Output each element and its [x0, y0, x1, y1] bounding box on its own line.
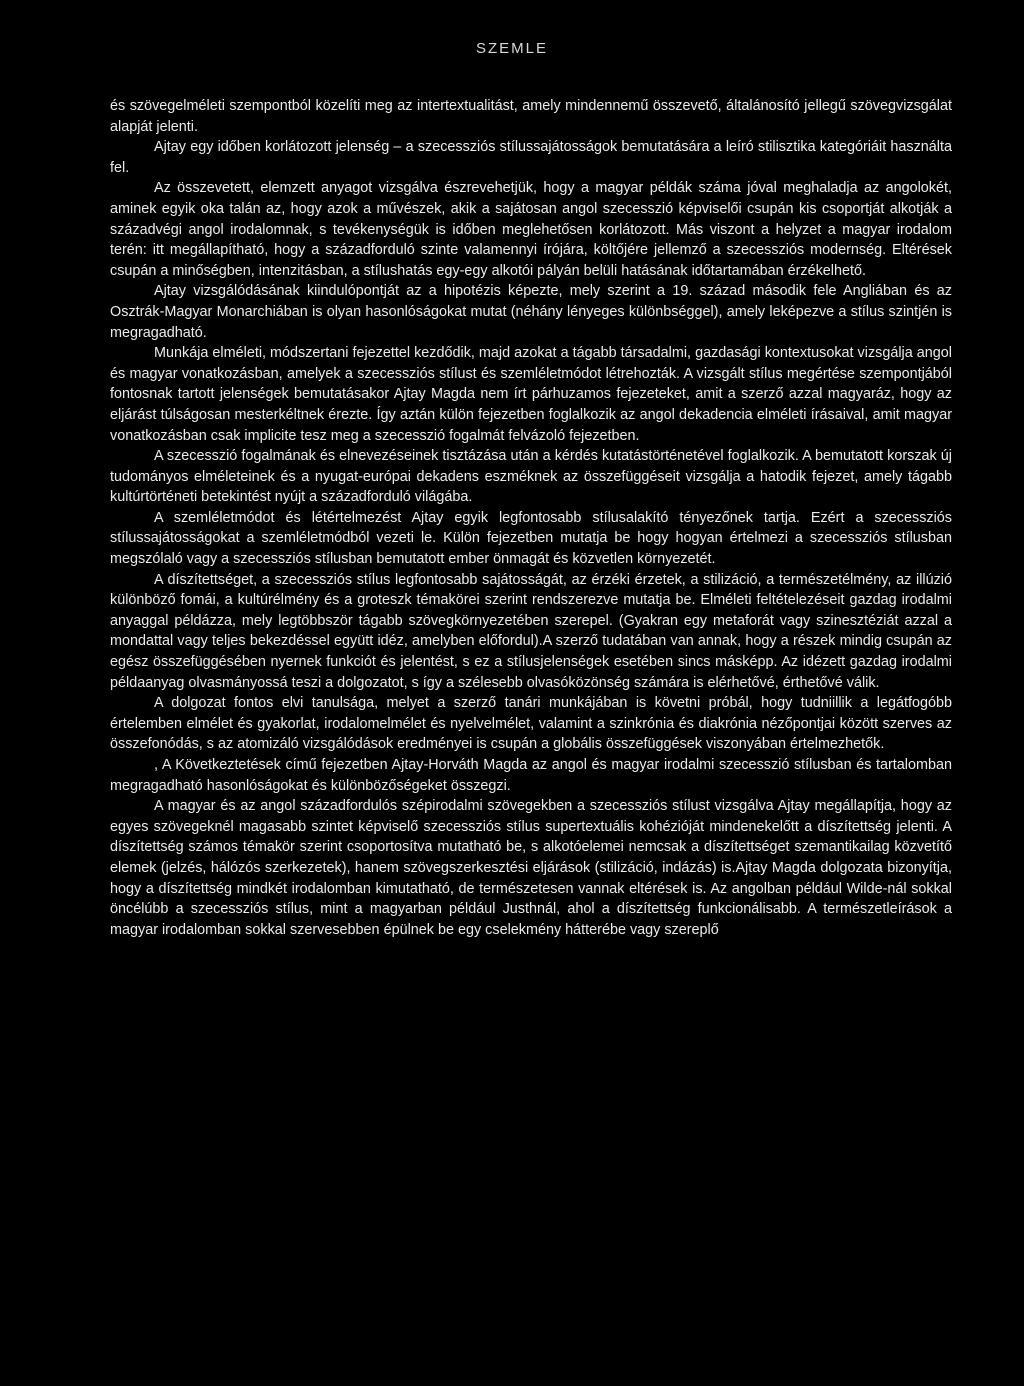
paragraph: A díszítettséget, a szecessziós stílus legfontosabb sajátosságát, az érzéki érzetek, a stilizáció, a természetélmény, az illúzió különböző fomái, a kultúrélmény és a groteszk témakörei szerint rendszerezve mutatja be. Elméleti feltételezéseit gazdag irodalmi anyaggal példázza, mely legtöbbször tágabb szövegkörnyezetében szerepel. (Gyakran egy metaforát vagy szinesztéziát azzal a mondattal vagy teljes bekezdéssel együtt idéz, amelyben előfordul).A szerző tudatában van annak, hogy a részek mindig csupán az egész összefüggésében nyernek funkciót és jelentést, s ez a stílusjelenségek esetében sincs másképp. Az idézett gazdag irodalmi példaanyag olvasmányossá teszi a dolgozatot, s így a szélesebb olvasóközönség számára is elérhetővé, érthetővé válik.: [110, 571, 952, 691]
paragraph: Ajtay vizsgálódásának kiindulópontját az a hipotézis képezte, mely szerint a 19. század második fele Angliában és az Osztrák-Magyar Monarchiában is olyan hasonlóságokat mutat (néhány lényeges különbséggel), amely leképezve a stílus szintjén is megragadható.: [110, 283, 952, 341]
paragraph: A dolgozat fontos elvi tanulsága, melyet a szerző tanári munkájában is követni próbál, hogy tudniillik a legátfogóbb értelemben elmélet és gyakorlat, irodalomelmélet és nyelvelmélet, valamint a szinkrónia és diakrónia nézőpontjai között szerves az összefonódás, s az atomizáló vizsgálódások eredményei is csupán a globális összefüggések viszonyában értelmezhetők.: [110, 695, 952, 753]
paragraph: Ajtay egy időben korlátozott jelenség – a szecessziós stílussajátosságok bemutatására a leíró stilisztika kategóriáit használta fel.: [110, 139, 952, 176]
paragraph: Az összevetett, elemzett anyagot vizsgálva észrevehetjük, hogy a magyar példák száma jóval meghaladja az angolokét, aminek egyik oka talán az, hogy azok a művészek, akik a sajátosan angol szecesszió képviselői csupán kis csoportját alkotják a századvégi angol irodalomnak, s tevékenységük is időben meglehetősen korlátozott. Más viszont a helyzet a magyar irodalom terén: itt megállapítható, hogy a századforduló szinte valamennyi írójára, költőjére jellemző a szecessziós modernség. Eltérések csupán a minőségben, intenzitásban, a stílushatás egy-egy alkotói pályán belüli hatásának időtartamában érzékelhető.: [110, 180, 952, 279]
paragraph: A szemléletmódot és létértelmezést Ajtay egyik legfontosabb stílusalakító tényezőnek tartja. Ezért a szecessziós stílussajátosságokat a szemléletmódból vezeti le. Külön fejezetben mutatja be hogy hogyan értelmezi a szecessziós stílusban megszólaló vagy a szecessziós stílusban bemutatott ember önmagát és közvetlen környezetét.: [110, 509, 952, 568]
paragraph: A magyar és az angol századfordulós szépirodalmi szövegekben a szecessziós stílust vizsgálva Ajtay megállapítja, hogy az egyes szövegeknél magasabb szintet képviselő szecessziós stílus supertextuális kohézióját mindenekelőtt a díszítettség jelenti. A díszítettség számos témakör szerint csoportosítva mutatható be, s alkotóelemei nemcsak a díszítettséget szemantikailag közvetítő elemek (jelzés, hálózós szerkezetek), hanem szövegszerkesztési eljárások (stilizáció, indázás) is.Ajtay Magda dolgozata bizonyítja, hogy a díszítettség mindkét irodalomban kimutatható, de természetesen vannak eltérések is. Az angolban például Wilde-nál sokkal öncélúbb a szecessziós stílus, mint a magyarban például Justhnál, ahol a díszítettség funkcionálisabb. A természetleírások a magyar irodalomban sokkal szervesebben épülnek be egy cselekmény hátterébe vagy szereplő: [110, 798, 952, 938]
running-header: SZEMLE: [475, 40, 548, 57]
body-text: [110, 96, 952, 940]
paragraph: és szövegelméleti szempontból közelíti meg az intertextualitást, amely mindennemű összevető, általánosító jellegű szövegvizsgálat alapját jelenti.: [110, 98, 952, 135]
paragraph: Munkája elméleti, módszertani fejezettel kezdődik, majd azokat a tágabb társadalmi, gazdasági kontextusokat vizsgálja angol és magyar vonatkozásban, amelyek a szecessziós stílust és szemléletmódot létrehozták. A vizsgált stílus megértése szempontjából fontosnak tartott jelenségek bemutatásakor Ajtay Magda nem írt párhuzamos fejezeteket, amit a szerző azzal magyaráz, hogy az eljárást túlságosan mesterkéltnek érezte. Így aztán külön fejezetben foglalkozik az angol dekadencia elméleti írásaival, amit magyar vonatkozásban csak implicite tesz meg a szecesszió fogalmát felvázoló fejezetben.: [110, 345, 952, 444]
paragraph: A szecesszió fogalmának és elnevezéseinek tisztázása után a kérdés kutatástörténetével foglalkozik. A bemutatott korszak új tudományos elméleteinek és a nyugat-európai dekadens eszméknek az összefüggéseit vizsgálja a hatodik fejezet, amely tágabb kultúrtörténeti betekintést nyújt a századforduló világába.: [110, 448, 952, 506]
paragraph: , A Következtetések című fejezetben Ajtay-Horváth Magda az angol és magyar irodalmi szecesszió stílusban és tartalomban megragadható hasonlóságokat és különbözőségeket összegzi.: [110, 757, 952, 794]
